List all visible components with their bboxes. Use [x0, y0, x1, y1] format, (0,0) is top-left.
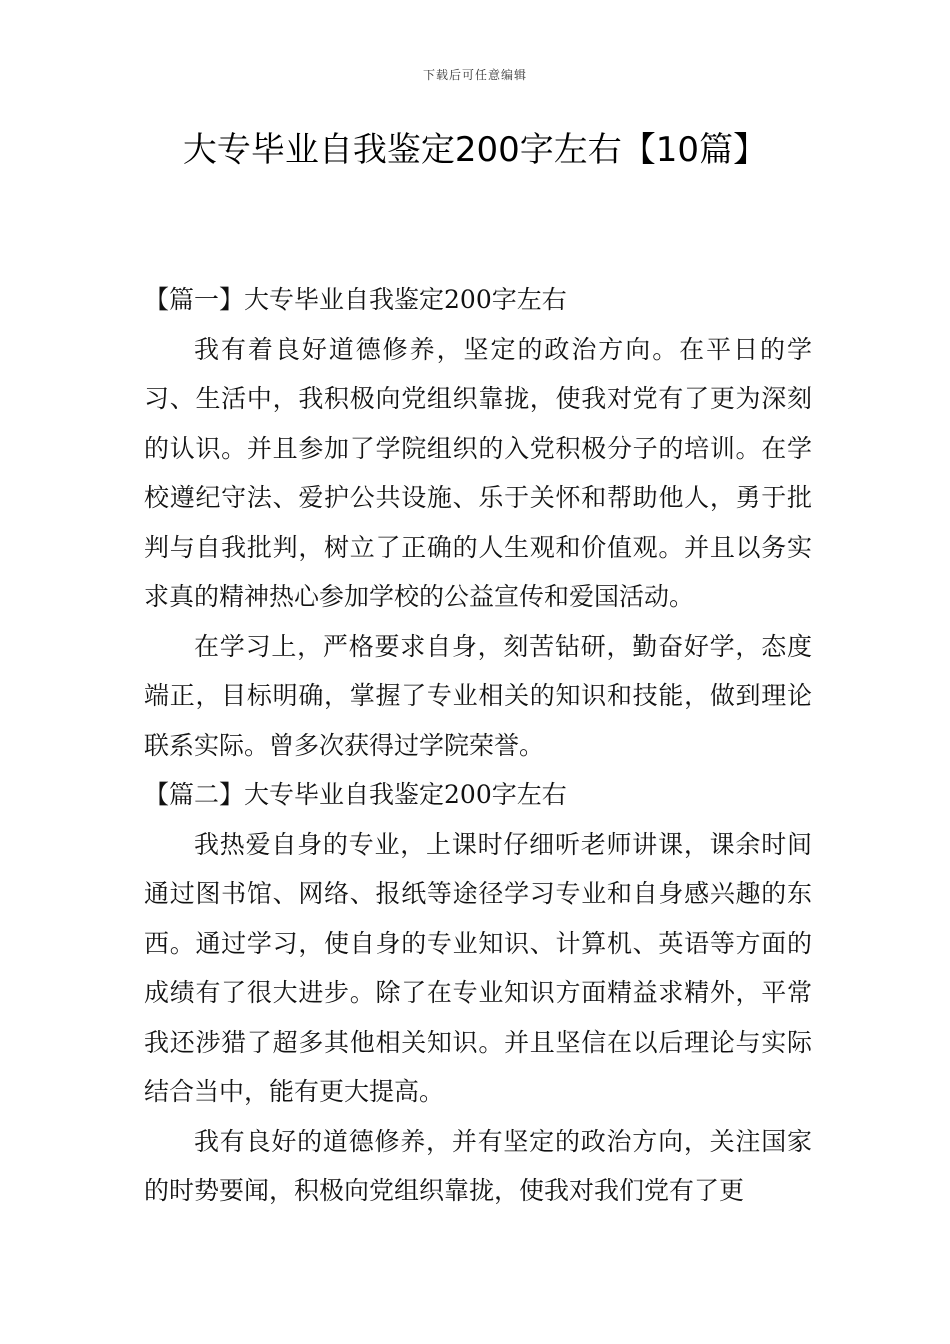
section-heading-2: 【篇二】大专毕业自我鉴定200字左右 [144, 780, 567, 809]
section-heading-1: 【篇一】大专毕业自我鉴定200字左右 [144, 285, 567, 314]
paragraph: 在学习上，严格要求自身，刻苦钻研，勤奋好学，态度端正，目标明确，掌握了专业相关的知识和技能，做到理论联系实际。曾多次获得过学院荣誉。 [144, 631, 812, 760]
header-note: 下载后可任意编辑 [422, 68, 527, 82]
paragraph: 我热爱自身的专业，上课时仔细听老师讲课，课余时间通过图书馆、网络、报纸等途径学习专业和自身感兴趣的东西。通过学习，使自身的专业知识、计算机、英语等方面的成绩有了很大进步。除了在专业知识方面精益求精外，平常我还涉猎了超多其他相关知识。并且坚信在以后理论与实际结合当中，能有更大提高。 [144, 829, 812, 1106]
paragraph: 我有良好的道德修养，并有坚定的政治方向，关注国家的时势要闻，积极向党组织靠拢，使我对我们党有了更 [144, 1126, 812, 1205]
document-body [144, 275, 812, 1216]
paragraph: 我有着良好道德修养，坚定的政治方向。在平日的学习、生活中，我积极向党组织靠拢，使我对党有了更为深刻的认识。并且参加了学院组织的入党积极分子的培训。在学校遵纪守法、爱护公共设施、乐于关怀和帮助他人，勇于批判与自我批判，树立了正确的人生观和价值观。并且以务实求真的精神热心参加学校的公益宣传和爱国活动。 [144, 334, 812, 611]
document-title: 大专毕业自我鉴定200字左右【10篇】 [182, 130, 768, 170]
